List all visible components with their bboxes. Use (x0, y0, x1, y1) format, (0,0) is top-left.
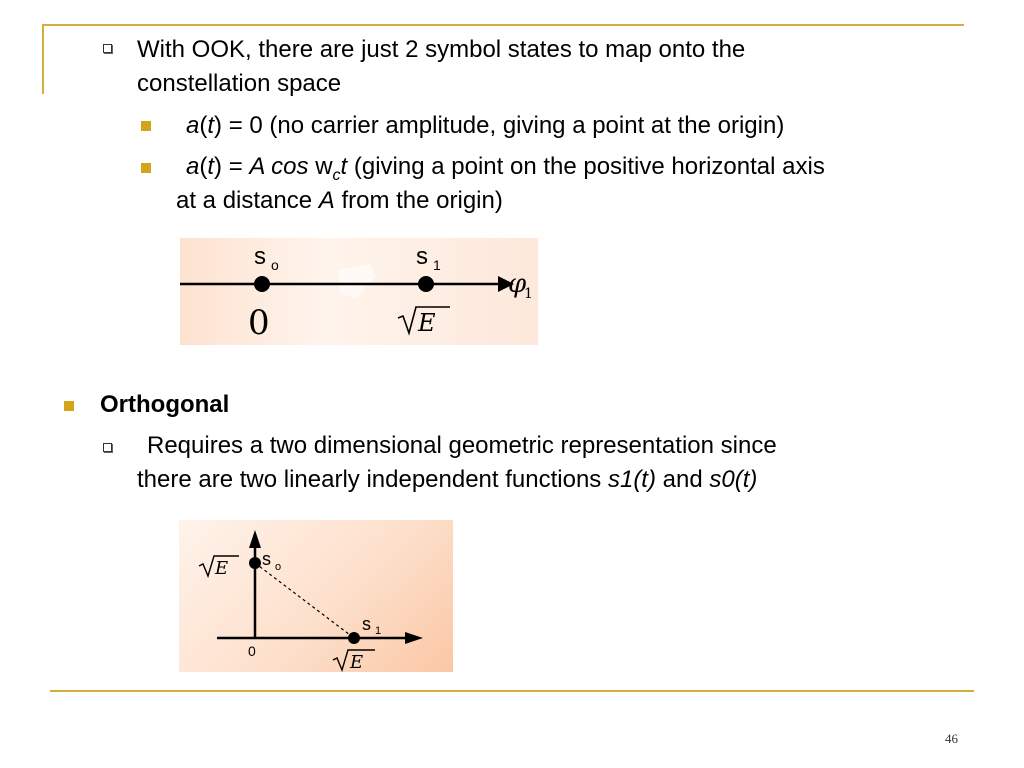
slide-frame-left-rule (42, 24, 44, 94)
s0-label: s (254, 243, 266, 270)
solid-square-bullet-icon (141, 121, 151, 131)
ook-sub-bullet-2 (186, 150, 825, 187)
distance-dashed-line (255, 563, 354, 638)
s1-subscript: 1 (433, 257, 441, 273)
orthogonal-text-line-1: Requires a two dimensional geometric representation since (147, 432, 777, 459)
slide-frame-top-rule (42, 24, 964, 26)
s0-subscript: o (271, 257, 279, 273)
function-s1: s1(t) (607, 466, 656, 493)
s0-point (254, 276, 270, 292)
ook-constellation-figure (180, 238, 538, 345)
orthogonal-line-2-pre: there are two linearly independent functions (137, 466, 608, 493)
origin-zero-label: 0 (248, 643, 256, 659)
s1-subscript: 1 (375, 625, 382, 637)
watermark-shape (338, 264, 376, 298)
math-t: t (207, 153, 215, 180)
x-axis-arrowhead-icon (405, 632, 423, 644)
orthogonal-text-line-2 (137, 463, 757, 497)
orthogonal-constellation-svg (179, 520, 453, 672)
math-paren: ( (199, 112, 208, 139)
distance-text-pre: at a distance (176, 187, 319, 214)
math-t2: t (340, 153, 348, 180)
s1-point (348, 632, 360, 644)
page-number: 46 (945, 731, 958, 746)
math-acos: A cos (249, 153, 309, 180)
s0-subscript: o (275, 561, 282, 573)
solid-square-bullet-icon (141, 163, 151, 173)
conjunction-and: and (655, 466, 710, 493)
x-sqrt-e-label: E (350, 652, 364, 672)
sub-bullet-1-rest: ) = 0 (no carrier amplitude, giving a point at the origin) (214, 112, 785, 139)
s1-label: s (416, 243, 428, 270)
math-A: A (318, 187, 335, 214)
distance-text-post: from the origin) (341, 187, 503, 214)
origin-zero-label: 0 (248, 303, 270, 343)
math-a: a (186, 153, 200, 180)
sqrt-e-label: E (418, 309, 436, 337)
ook-constellation-svg (180, 238, 538, 345)
function-s0: s0(t) (709, 466, 758, 493)
s0-point (249, 557, 261, 569)
sub-bullet-2-rest: (giving a point on the positive horizontal axis (353, 153, 825, 180)
solid-square-bullet-icon (64, 401, 74, 411)
math-subscript-c: c (332, 167, 341, 184)
math-t: t (207, 112, 215, 139)
phi-axis-subscript: 1 (524, 286, 533, 302)
ook-text-line-1: With OOK, there are just 2 symbol states to map onto the (137, 36, 746, 63)
math-omega: w (315, 153, 333, 180)
s1-label: s (362, 614, 371, 634)
orthogonal-heading: Orthogonal (100, 391, 230, 418)
s1-point (418, 276, 434, 292)
ook-sub-bullet-2-line-2 (176, 184, 503, 218)
hollow-square-bullet-icon (103, 44, 112, 53)
ook-text-line-2: constellation space (137, 70, 342, 97)
y-sqrt-e-label: E (215, 558, 229, 579)
ook-sub-bullet-1 (186, 109, 784, 143)
math-eq: ) = (214, 153, 250, 180)
math-a: a (186, 112, 200, 139)
hollow-square-bullet-icon (103, 443, 112, 452)
y-axis-arrowhead-icon (249, 530, 261, 548)
math-paren: ( (199, 153, 208, 180)
phi-axis-label: φ (508, 269, 527, 299)
orthogonal-constellation-figure (179, 520, 453, 672)
s0-label: s (262, 549, 271, 569)
slide-footer-rule (50, 690, 974, 692)
